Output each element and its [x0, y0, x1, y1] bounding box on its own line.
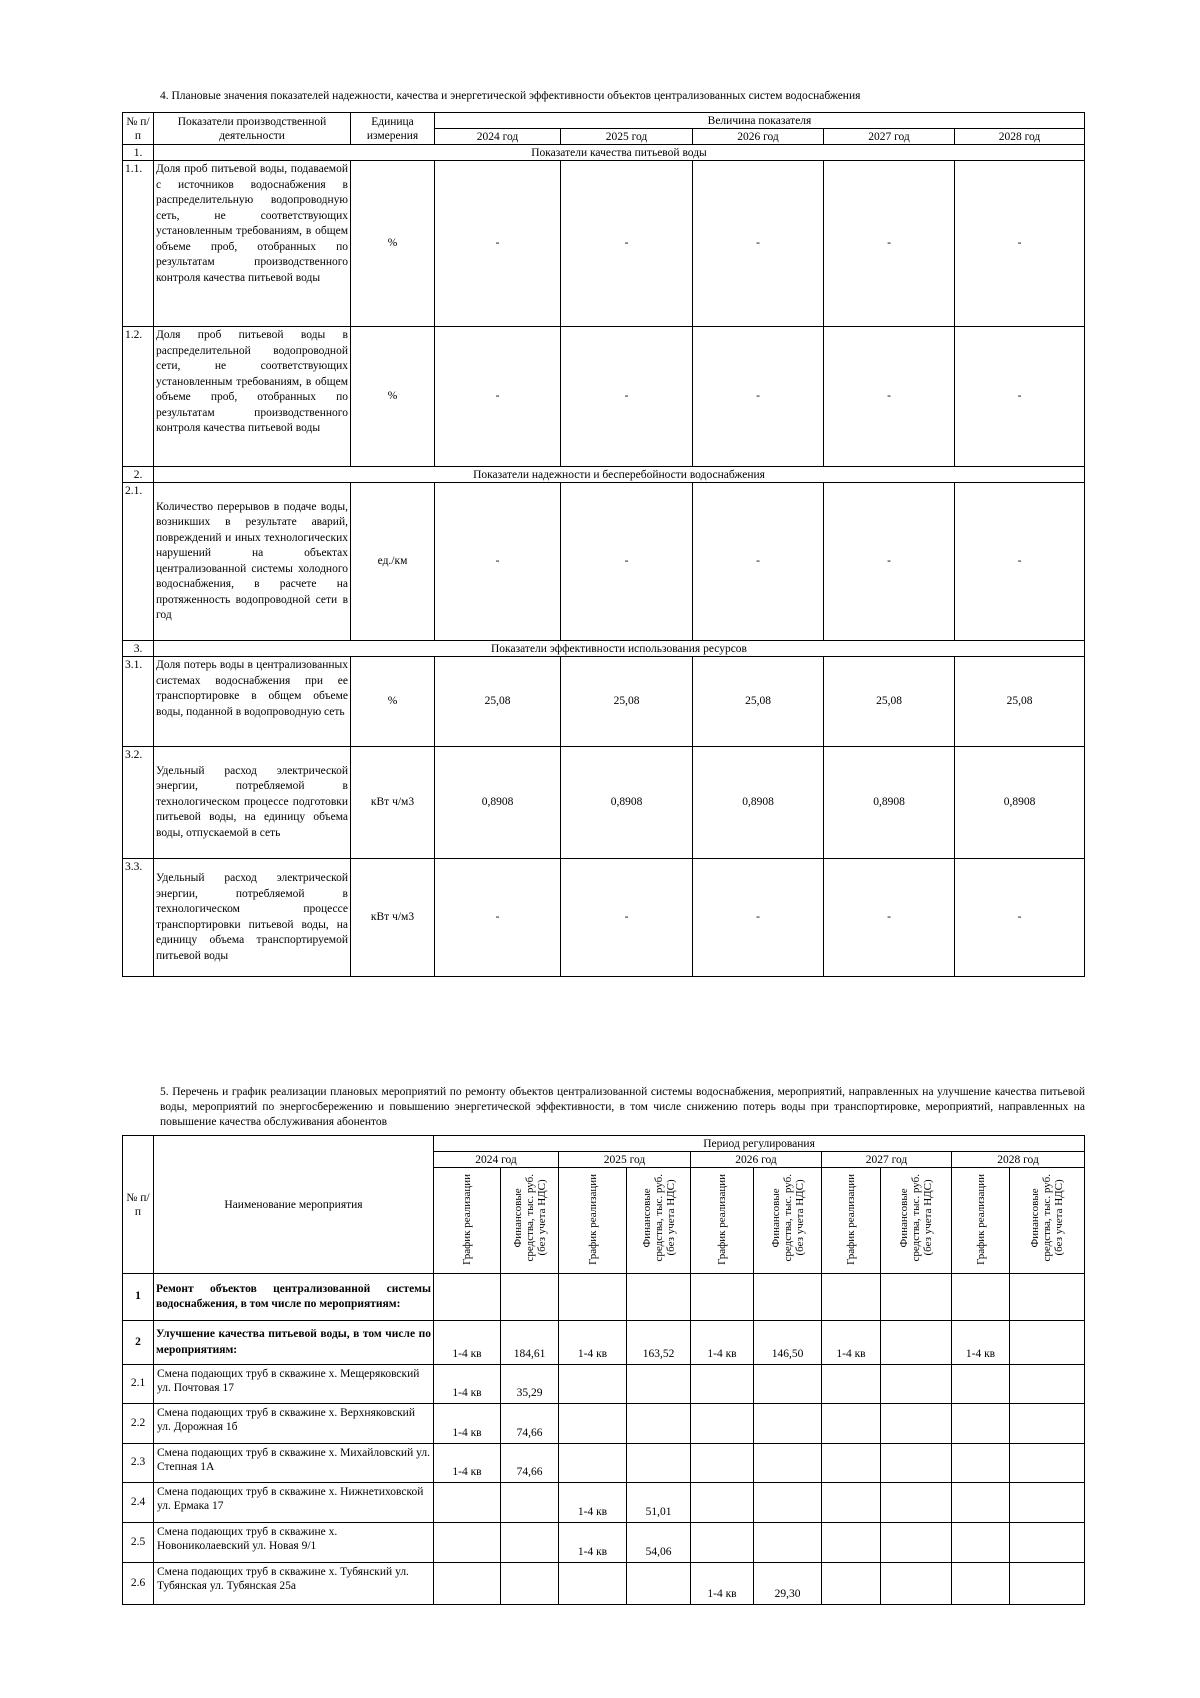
schedule-cell — [559, 1274, 627, 1321]
value-cell: 25,08 — [561, 657, 693, 747]
group-num: 1. — [123, 145, 154, 161]
schedule-cell — [881, 1274, 952, 1321]
table-row — [123, 1444, 1085, 1483]
unit-cell: % — [351, 327, 435, 467]
unit-cell: кВт ч/м3 — [351, 747, 435, 859]
schedule-cell: 1-4 кв — [559, 1483, 627, 1523]
row-num: 2.2 — [123, 1404, 154, 1444]
schedule-cell — [691, 1444, 754, 1483]
schedule-cell: 146,50 — [754, 1321, 822, 1365]
value-cell: 0,8908 — [693, 747, 824, 859]
measures-table — [122, 1135, 1085, 1605]
indicator-name: Доля проб питьевой воды в распределительной водопроводной сети, не соответствующих установленным требованиям, в общем объеме проб, отобранных по результатам производственного контроля качества питьевой воды — [154, 327, 351, 467]
schedule-cell — [952, 1523, 1010, 1563]
table-row — [123, 1321, 1085, 1365]
schedule-cell — [881, 1523, 952, 1563]
finance-header-line: средства, тыс. руб. — [781, 1174, 794, 1262]
schedule-header-text: График реализации — [845, 1174, 857, 1265]
schedule-cell — [881, 1365, 952, 1404]
schedule-cell — [1010, 1274, 1085, 1321]
group-row — [123, 467, 1085, 483]
schedule-cell — [627, 1274, 691, 1321]
schedule-cell — [881, 1563, 952, 1605]
schedule-cell — [691, 1274, 754, 1321]
schedule-cell: 1-4 кв — [434, 1321, 501, 1365]
unit-cell: кВт ч/м3 — [351, 859, 435, 977]
schedule-cell: 54,06 — [627, 1523, 691, 1563]
value-cell: - — [693, 161, 824, 327]
measure-name: Смена подающих труб в скважине х. Михайловский ул. Степная 1А — [154, 1444, 434, 1483]
row-num: 2.5 — [123, 1523, 154, 1563]
section-4-title: 4. Плановые значения показателей надежности, качества и энергетической эффективности объектов централизованных систем водоснабжения — [160, 90, 861, 102]
table-row — [123, 1404, 1085, 1444]
header-period: Период регулирования — [434, 1136, 1085, 1152]
row-num: 2 — [123, 1321, 154, 1365]
header-year: 2025 год — [559, 1152, 691, 1168]
header-num: № п/п — [123, 113, 154, 145]
finance-header-text — [512, 1174, 548, 1261]
row-num: 1.2. — [123, 327, 154, 467]
indicator-name: Доля потерь воды в централизованных системах водоснабжения при ее транспортировке в общем объеме воды, поданной в водопроводную сеть — [154, 657, 351, 747]
schedule-cell — [822, 1274, 881, 1321]
unit-cell: % — [351, 657, 435, 747]
finance-header — [754, 1168, 822, 1274]
schedule-cell — [691, 1404, 754, 1444]
schedule-cell — [881, 1444, 952, 1483]
value-cell: 0,8908 — [955, 747, 1085, 859]
schedule-cell — [1010, 1523, 1085, 1563]
finance-header-line: Финансовые — [511, 1188, 524, 1248]
indicator-name: Доля проб питьевой воды, подаваемой с источников водоснабжения в распределительную водопроводную сеть, не соответствующих установленным требованиям, в общем объеме проб, отобранных по результатам производственного контроля качества питьевой воды — [154, 161, 351, 327]
value-cell: - — [824, 161, 955, 327]
finance-header-line: (без учета НДС) — [1053, 1179, 1066, 1256]
schedule-cell: 163,52 — [627, 1321, 691, 1365]
header-year: 2024 год — [434, 1152, 559, 1168]
indicator-name: Удельный расход электрической энергии, потребляемой в технологическом процессе транспортировки питьевой воды, на единицу объема транспортируемой питьевой воды — [154, 859, 351, 977]
schedule-header-text: График реализации — [461, 1174, 473, 1265]
schedule-cell — [559, 1444, 627, 1483]
schedule-cell: 1-4 кв — [434, 1365, 501, 1404]
value-cell: - — [693, 327, 824, 467]
schedule-cell — [822, 1444, 881, 1483]
finance-header-line: Финансовые — [898, 1188, 910, 1248]
schedule-cell: 1-4 кв — [434, 1404, 501, 1444]
schedule-header — [952, 1168, 1010, 1274]
measure-name: Улучшение качества питьевой воды, в том числе по мероприятиям: — [154, 1321, 434, 1365]
table-row — [123, 1483, 1085, 1523]
value-cell: 25,08 — [824, 657, 955, 747]
measure-name: Смена подающих труб в скважине х. Нижнетиховской ул. Ермака 17 — [154, 1483, 434, 1523]
schedule-cell — [434, 1274, 501, 1321]
schedule-header-text: График реализации — [716, 1174, 728, 1265]
schedule-cell — [952, 1365, 1010, 1404]
schedule-cell — [754, 1365, 822, 1404]
table-row — [123, 327, 1085, 467]
finance-header-line: Финансовые — [769, 1188, 782, 1248]
header-year: 2026 год — [693, 129, 824, 145]
table-row — [123, 657, 1085, 747]
schedule-cell: 51,01 — [627, 1483, 691, 1523]
schedule-cell — [627, 1563, 691, 1605]
indicators-table — [122, 112, 1085, 977]
schedule-cell — [952, 1274, 1010, 1321]
unit-cell: % — [351, 161, 435, 327]
schedule-cell — [434, 1563, 501, 1605]
row-num: 2.6 — [123, 1563, 154, 1605]
schedule-header-text: График реализации — [586, 1174, 599, 1265]
value-cell: - — [824, 483, 955, 641]
schedule-cell — [754, 1444, 822, 1483]
schedule-cell — [1010, 1321, 1085, 1365]
finance-header-line: Финансовые — [640, 1188, 653, 1248]
schedule-header-text: График реализации — [974, 1174, 987, 1265]
value-cell: 25,08 — [435, 657, 561, 747]
table-row — [123, 1563, 1085, 1605]
measure-name: Ремонт объектов централизованной системы водоснабжения, в том числе по мероприятиям: — [154, 1274, 434, 1321]
row-num: 1 — [123, 1274, 154, 1321]
header-year: 2027 год — [824, 129, 955, 145]
finance-header-line: средства, тыс. руб. — [910, 1174, 922, 1262]
schedule-header — [559, 1168, 627, 1274]
schedule-cell: 1-4 кв — [691, 1321, 754, 1365]
header-name: Наименование мероприятия — [154, 1136, 434, 1274]
schedule-cell — [1010, 1483, 1085, 1523]
finance-header-line: (без учета НДС) — [535, 1179, 548, 1256]
schedule-cell — [501, 1274, 559, 1321]
header-num: № п/п — [123, 1136, 154, 1274]
table-row — [123, 747, 1085, 859]
schedule-cell — [627, 1444, 691, 1483]
header-year: 2024 год — [435, 129, 561, 145]
schedule-cell: 1-4 кв — [691, 1563, 754, 1605]
schedule-cell — [1010, 1563, 1085, 1605]
row-num: 3.2. — [123, 747, 154, 859]
schedule-cell: 1-4 кв — [434, 1444, 501, 1483]
schedule-cell — [881, 1321, 952, 1365]
finance-header-line: средства, тыс. руб. — [652, 1174, 665, 1262]
row-num: 3.3. — [123, 859, 154, 977]
schedule-cell — [627, 1365, 691, 1404]
schedule-cell — [559, 1563, 627, 1605]
value-cell: - — [435, 859, 561, 977]
value-cell: - — [955, 859, 1085, 977]
schedule-cell: 184,61 — [501, 1321, 559, 1365]
schedule-cell — [1010, 1365, 1085, 1404]
schedule-cell — [501, 1563, 559, 1605]
schedule-cell: 1-4 кв — [559, 1321, 627, 1365]
schedule-cell — [952, 1444, 1010, 1483]
table-row — [123, 1365, 1085, 1404]
finance-header-line: (без учета НДС) — [922, 1179, 934, 1256]
value-cell: 25,08 — [693, 657, 824, 747]
finance-header — [881, 1168, 952, 1274]
indicator-name: Количество перерывов в подаче воды, возникших в результате аварий, повреждений и иных технологических нарушений на объектах централизованной системы холодного водоснабжения, в расчете на протяженность водопроводной сети в год — [154, 483, 351, 641]
schedule-cell — [434, 1483, 501, 1523]
group-title: Показатели качества питьевой воды — [154, 145, 1085, 161]
value-cell: - — [955, 327, 1085, 467]
value-cell: 0,8908 — [824, 747, 955, 859]
measure-name: Смена подающих труб в скважине х. Мещеряковский ул. Почтовая 17 — [154, 1365, 434, 1404]
schedule-cell — [691, 1483, 754, 1523]
table-row — [123, 1274, 1085, 1321]
schedule-cell: 74,66 — [501, 1444, 559, 1483]
schedule-header — [822, 1168, 881, 1274]
schedule-cell: 1-4 кв — [952, 1321, 1010, 1365]
group-title: Показатели надежности и бесперебойности водоснабжения — [154, 467, 1085, 483]
table-row — [123, 1523, 1085, 1563]
row-num: 2.4 — [123, 1483, 154, 1523]
header-value: Величина показателя — [435, 113, 1085, 129]
schedule-header — [434, 1168, 501, 1274]
finance-header-line: (без учета НДС) — [793, 1179, 806, 1256]
value-cell: - — [561, 161, 693, 327]
schedule-cell — [559, 1365, 627, 1404]
schedule-cell — [881, 1404, 952, 1444]
schedule-cell — [952, 1563, 1010, 1605]
finance-header — [627, 1168, 691, 1274]
value-cell: - — [435, 161, 561, 327]
row-num: 2.1. — [123, 483, 154, 641]
finance-header-text — [641, 1174, 677, 1261]
header-year: 2027 год — [822, 1152, 952, 1168]
schedule-cell: 74,66 — [501, 1404, 559, 1444]
value-cell: - — [955, 161, 1085, 327]
schedule-cell — [881, 1483, 952, 1523]
schedule-cell — [1010, 1404, 1085, 1444]
schedule-cell — [559, 1404, 627, 1444]
finance-header-text — [1029, 1174, 1065, 1261]
group-title: Показатели эффективности использования ресурсов — [154, 641, 1085, 657]
value-cell: 25,08 — [955, 657, 1085, 747]
schedule-cell — [822, 1563, 881, 1605]
value-cell: - — [435, 483, 561, 641]
finance-header-line: средства, тыс. руб. — [1041, 1174, 1054, 1262]
table-row — [123, 483, 1085, 641]
schedule-cell — [822, 1523, 881, 1563]
value-cell: - — [561, 327, 693, 467]
finance-header-line: Финансовые — [1029, 1188, 1042, 1248]
header-year: 2028 год — [952, 1152, 1085, 1168]
header-unit: Единица измерения — [351, 113, 435, 145]
value-cell: 0,8908 — [561, 747, 693, 859]
schedule-cell — [1010, 1444, 1085, 1483]
header-year: 2025 год — [561, 129, 693, 145]
value-cell: - — [955, 483, 1085, 641]
schedule-cell — [501, 1523, 559, 1563]
value-cell: - — [693, 483, 824, 641]
header-year: 2028 год — [955, 129, 1085, 145]
schedule-cell: 1-4 кв — [822, 1321, 881, 1365]
header-year: 2026 год — [691, 1152, 822, 1168]
value-cell: - — [693, 859, 824, 977]
finance-header — [1010, 1168, 1085, 1274]
value-cell: - — [824, 859, 955, 977]
schedule-cell — [822, 1365, 881, 1404]
schedule-cell — [691, 1523, 754, 1563]
table-row — [123, 859, 1085, 977]
schedule-cell — [754, 1483, 822, 1523]
value-cell: - — [561, 483, 693, 641]
measure-name: Смена подающих труб в скважине х. Верхняковский ул. Дорожная 1б — [154, 1404, 434, 1444]
value-cell: - — [824, 327, 955, 467]
section-5-title: 5. Перечень и график реализации плановых мероприятий по ремонту объектов централизованной системы водоснабжения, мероприятий, направленных на улучшение качества питьевой воды, мероприятий по энергосбережению и повышению энергетической эффективности, в том числе снижению потерь воды при транспортировке, мероприятий, направленных на повышение качества обслуживания абонентов — [160, 1086, 1085, 1128]
finance-header — [501, 1168, 559, 1274]
schedule-cell — [754, 1274, 822, 1321]
value-cell: - — [435, 327, 561, 467]
schedule-cell — [501, 1483, 559, 1523]
group-row — [123, 145, 1085, 161]
value-cell: - — [561, 859, 693, 977]
schedule-cell — [754, 1404, 822, 1444]
schedule-header — [691, 1168, 754, 1274]
schedule-cell — [952, 1483, 1010, 1523]
finance-header-text — [770, 1174, 806, 1261]
schedule-cell — [952, 1404, 1010, 1444]
schedule-cell — [822, 1483, 881, 1523]
group-num: 3. — [123, 641, 154, 657]
indicator-name: Удельный расход электрической энергии, потребляемой в технологическом процессе подготовки питьевой воды, на единицу объема воды, отпускаемой в сеть — [154, 747, 351, 859]
schedule-cell — [434, 1523, 501, 1563]
measure-name: Смена подающих труб в скважине х. Тубянский ул. Тубянская ул. Тубянская 25а — [154, 1563, 434, 1605]
row-num: 1.1. — [123, 161, 154, 327]
measure-name: Смена подающих труб в скважине х. Новониколаевский ул. Новая 9/1 — [154, 1523, 434, 1563]
finance-header-line: (без учета НДС) — [664, 1179, 677, 1256]
row-num: 2.1 — [123, 1365, 154, 1404]
finance-header-text — [898, 1174, 934, 1261]
group-row — [123, 641, 1085, 657]
schedule-cell — [627, 1404, 691, 1444]
group-num: 2. — [123, 467, 154, 483]
schedule-cell — [822, 1404, 881, 1444]
unit-cell: ед./км — [351, 483, 435, 641]
row-num: 2.3 — [123, 1444, 154, 1483]
row-num: 3.1. — [123, 657, 154, 747]
schedule-cell — [691, 1365, 754, 1404]
value-cell: 0,8908 — [435, 747, 561, 859]
finance-header-line: средства, тыс. руб. — [523, 1174, 536, 1262]
schedule-cell: 29,30 — [754, 1563, 822, 1605]
schedule-cell — [754, 1523, 822, 1563]
table-row — [123, 161, 1085, 327]
schedule-cell: 1-4 кв — [559, 1523, 627, 1563]
schedule-cell: 35,29 — [501, 1365, 559, 1404]
header-indicator: Показатели производственной деятельности — [154, 113, 351, 145]
